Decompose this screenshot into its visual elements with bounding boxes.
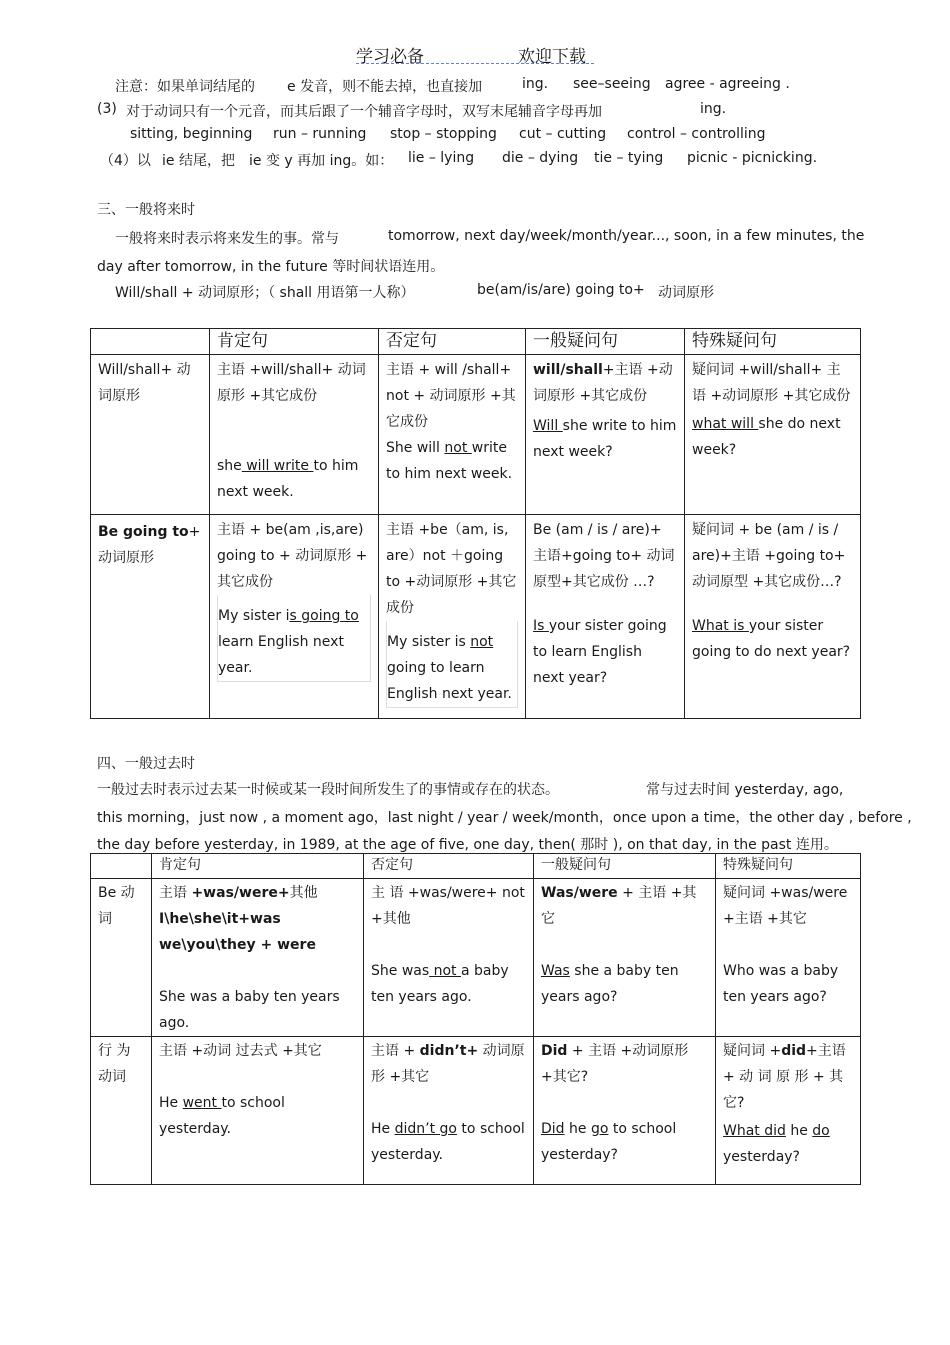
formula-text: 主语 +动词 过去式 +其它	[159, 1043, 322, 1059]
section3-formula-2: be(am/is/are) going to+	[477, 282, 645, 298]
section4-desc-3: the day before yesterday, in 1989, at the age of five, one day, then( 那时 ), on that day, in the past 连用。	[97, 837, 838, 853]
header-cell-affirmative: 肯定句	[210, 329, 379, 355]
rule4-part-6: tie – tying	[594, 150, 664, 166]
cell-be-negative	[364, 879, 534, 1037]
formula-text: Was/were + 主语 +其它	[541, 885, 697, 927]
example-text: Will she write to him next week?	[533, 418, 677, 460]
rule4-part-3: ie 变 y 再加 ing。如：	[249, 153, 394, 169]
header-cell-affirmative: 肯定句	[152, 854, 364, 879]
cell-verb-special-question	[716, 1037, 861, 1185]
cell-be-special-question	[716, 879, 861, 1037]
section4-title: 四、一般过去时	[97, 756, 195, 772]
section3-desc-2: day after tomorrow, in the future 等时间状语连用。	[97, 259, 445, 275]
cell-will-negative	[379, 355, 526, 515]
formula-text: 主语 +was/were+其他	[159, 885, 318, 901]
cell-verb-question	[534, 1037, 716, 1185]
example-text: Did he go to school yesterday?	[541, 1121, 677, 1163]
example-text: My sister is not going to learn English next year.	[386, 621, 518, 708]
cell-be-affirmative	[152, 879, 364, 1037]
section3-desc-b: tomorrow, next day/week/month/year..., soon, in a few minutes, the	[388, 228, 865, 244]
header-right: 欢迎下载	[518, 47, 586, 67]
cell-will-special-question	[685, 355, 861, 515]
rule3-example-3: stop – stopping	[390, 126, 497, 142]
table-row	[91, 515, 861, 719]
header-cell-negative: 否定句	[379, 329, 526, 355]
cell-going-to-affirmative	[210, 515, 379, 719]
rule3-ing: ing.	[700, 101, 727, 117]
example-text: what will she do next week?	[692, 416, 841, 458]
example-text: What is your sister going to do next year?	[692, 618, 851, 660]
section3-title: 三、一般将来时	[97, 202, 195, 218]
header-cell-negative: 否定句	[364, 854, 534, 879]
formula-text: 疑问词 + be (am / is / are)+主语 +going to+ 动词原型 +其它成份…?	[692, 522, 846, 590]
formula-text: 主语 + be(am ,is,are) going to + 动词原形 + 其它成份	[217, 522, 368, 590]
note-part-5: agree - agreeing .	[665, 76, 790, 92]
section4-desc-a: 一般过去时表示过去某一时候或某一段时间所发生了的事情或存在的状态。	[97, 782, 559, 798]
note-part-1: 注意：如果单词结尾的	[115, 79, 255, 95]
header-cell-general-question: 一般疑问句	[534, 854, 716, 879]
formula-text: 疑问词 +was/were +主语 +其它	[723, 885, 848, 927]
formula-text: 疑问词 +did+主语 + 动 词 原 形 + 其它?	[723, 1043, 846, 1111]
header-left: 学习必备	[356, 47, 424, 67]
header-divider	[356, 63, 594, 64]
header-cell-empty	[91, 854, 152, 879]
cell-going-to-negative	[379, 515, 526, 719]
example-text: What did he do yesterday?	[723, 1123, 830, 1165]
cell-verb-affirmative	[152, 1037, 364, 1185]
rule3-example-2: run – running	[273, 126, 367, 142]
example-text: She was a baby ten years ago.	[159, 989, 340, 1031]
rule4-part-4: lie – lying	[408, 150, 475, 166]
example-text: He went to school yesterday.	[159, 1095, 285, 1137]
formula-text: 疑问词 +will/shall+ 主语 +动词原形 +其它成份	[692, 362, 851, 404]
example-text: My sister is going to learn English next year.	[217, 595, 371, 682]
rule3-example-4: cut – cutting	[519, 126, 607, 142]
cell-going-to-special-question	[685, 515, 861, 719]
formula-text: 主语 +will/shall+ 动词原形 +其它成份	[217, 362, 366, 404]
rule4-part-5: die – dying	[502, 150, 579, 166]
note-part-2: e 发音，则不能去掉，也直接加	[287, 79, 483, 95]
formula-text: I\he\she\it+was	[159, 911, 281, 927]
rule3-example-5: control – controlling	[627, 126, 766, 142]
table-row	[91, 1037, 861, 1185]
rule4-part-1: （4）以	[100, 153, 151, 169]
header-cell-special-question: 特殊疑问句	[716, 854, 861, 879]
cell-will-question	[526, 355, 685, 515]
row-label-will: Will/shall+ 动词原形	[91, 355, 210, 515]
cell-be-question	[534, 879, 716, 1037]
example-text: He didn’t go to school yesterday.	[371, 1121, 525, 1163]
formula-text: 主语 +be（am, is, are）not ＋going to +动词原形 +其它成份	[386, 522, 517, 616]
example-text: she will write to him next week.	[217, 458, 359, 500]
note-part-4: see–seeing	[573, 76, 651, 92]
section3-formula-3: 动词原形	[658, 285, 714, 301]
cell-going-to-question	[526, 515, 685, 719]
example-text: Was she a baby ten years ago?	[541, 963, 679, 1005]
section3-desc-a: 一般将来时表示将来发生的事。常与	[115, 231, 339, 247]
section4-desc-2: this morning，just now , a moment ago，last night / year / week/month，once upon a time，the other day , before ,	[97, 810, 912, 826]
table-row	[91, 355, 861, 515]
header-cell-general-question: 一般疑问句	[526, 329, 685, 355]
example-text: Is your sister going to learn English next year?	[533, 618, 667, 686]
formula-text: we\you\they + were	[159, 937, 316, 953]
past-tense-table	[90, 853, 861, 1185]
formula-text: 主 语 +was/were+ not +其他	[371, 885, 525, 927]
section4-desc-b: 常与过去时间 yesterday, ago,	[646, 782, 844, 798]
formula-text: Did + 主语 +动词原形 +其它?	[541, 1043, 689, 1085]
example-text: Who was a baby ten years ago?	[723, 963, 839, 1005]
header-cell-special-question: 特殊疑问句	[685, 329, 861, 355]
formula-text: Be (am / is / are)+ 主语+going to+ 动词原型+其它成份 …?	[533, 522, 675, 590]
rule4-part-7: picnic - picnicking.	[687, 150, 818, 166]
example-text: She will not write to him next week.	[386, 440, 513, 482]
row-label-be: Be 动词	[91, 879, 152, 1037]
future-tense-table	[90, 328, 861, 719]
rule4-part-2: ie 结尾，把	[162, 153, 235, 169]
cell-verb-negative	[364, 1037, 534, 1185]
cell-will-affirmative	[210, 355, 379, 515]
header-cell-empty	[91, 329, 210, 355]
row-label-action-verb: 行 为 动词	[91, 1037, 152, 1185]
section3-formula-1: Will/shall + 动词原形；（ shall 用语第一人称）	[115, 285, 415, 301]
example-text: She was not a baby ten years ago.	[371, 963, 509, 1005]
row-label-going-to: Be going to+ 动词原形	[91, 515, 210, 719]
note-part-3: ing.	[522, 76, 549, 92]
rule3-example-1: sitting, beginning	[130, 126, 253, 142]
formula-text: will/shall+主语 +动词原形 +其它成份	[533, 362, 673, 404]
formula-text: 主语 + will /shall+ not + 动词原形 +其它成份	[386, 362, 516, 430]
rule3-number: (3)	[97, 101, 117, 117]
formula-text: 主语 + didn’t+ 动词原形 +其它	[371, 1043, 525, 1085]
rule3-text: 对于动词只有一个元音，而其后跟了一个辅音字母时，双写末尾辅音字母再加	[126, 104, 602, 120]
table-row	[91, 879, 861, 1037]
